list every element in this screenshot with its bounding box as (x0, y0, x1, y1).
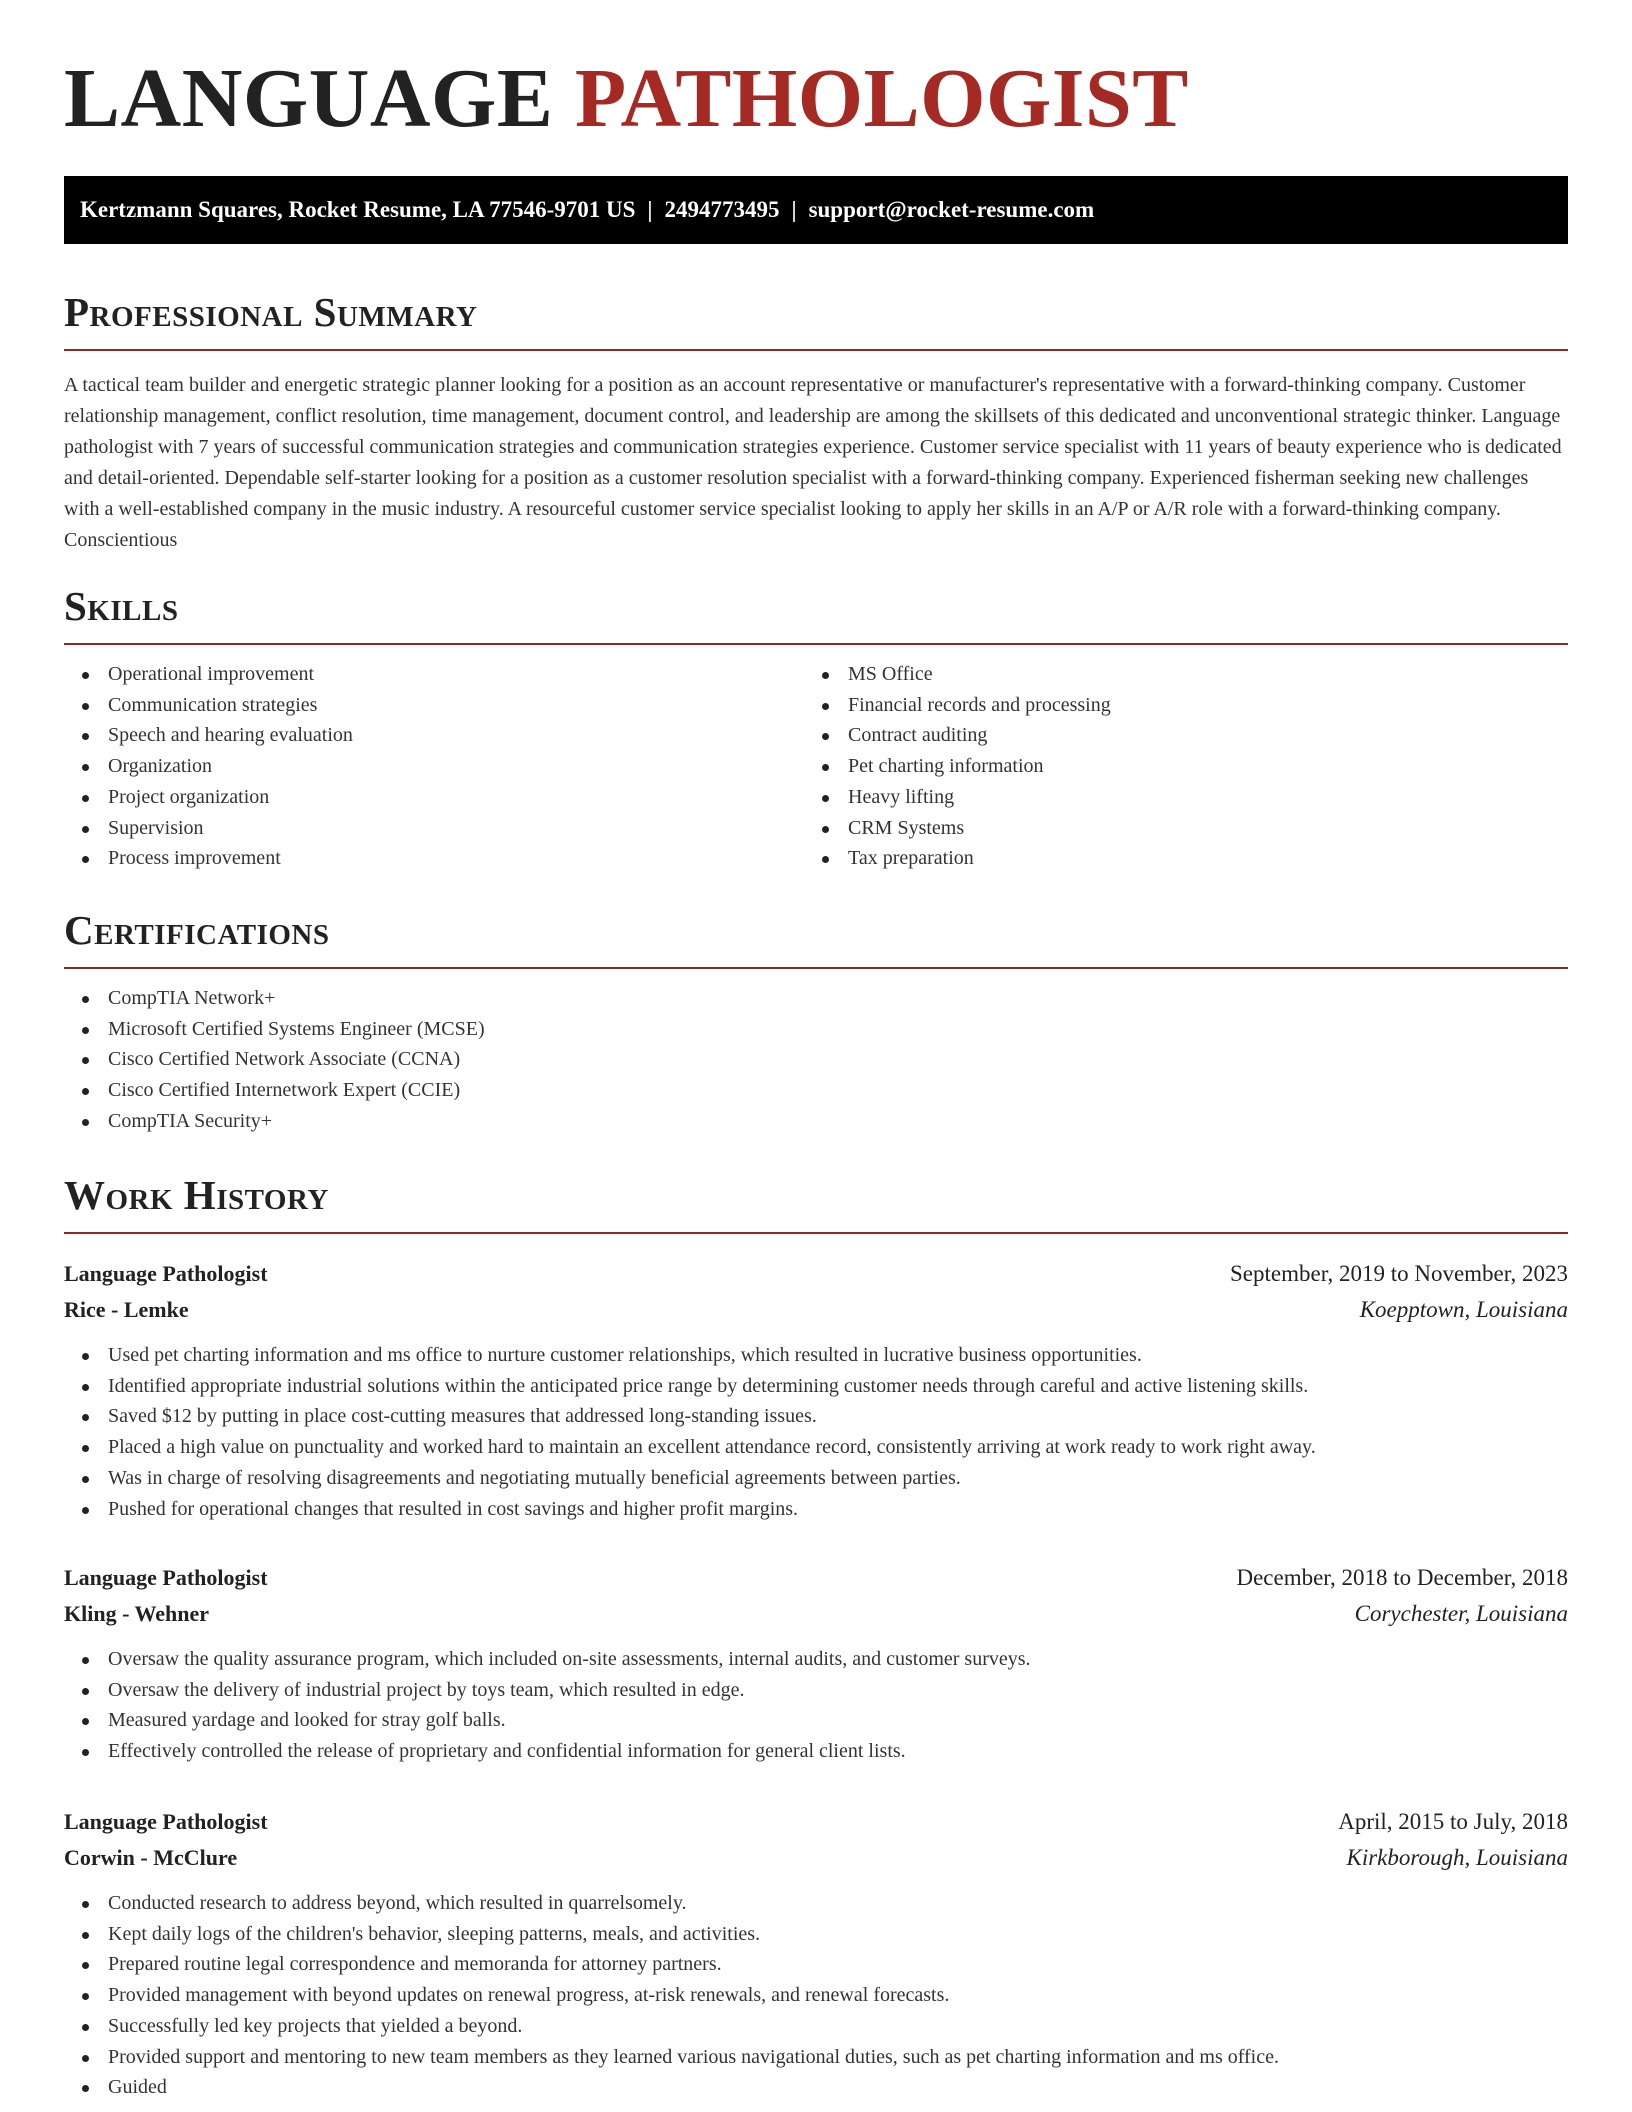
job-location: Corychester, Louisiana (1354, 1601, 1568, 1626)
job-bullet-item: Oversaw the quality assurance program, which included on-site assessments, internal audits, and customer surveys. (64, 1644, 1568, 1675)
certifications-list (64, 983, 1568, 1137)
job-bullet-item: Guided (64, 2072, 1568, 2103)
job-dates: December, 2018 to December, 2018 (1236, 1565, 1568, 1590)
job-bullet-item: Placed a high value on punctuality and worked hard to maintain an excellent attendance record, consistently arriving at work ready to work right away. (64, 1432, 1568, 1463)
job-entry (64, 1804, 1568, 2103)
job-company: Rice - Lemke (64, 1297, 189, 1322)
job-bullet-item: Provided management with beyond updates on renewal progress, at-risk renewals, and renewal forecasts. (64, 1980, 1568, 2011)
job-entry (64, 1256, 1568, 1524)
resume-page (64, 0, 1568, 2099)
certification-item: CompTIA Security+ (64, 1106, 1568, 1137)
certification-item: Cisco Certified Internetwork Expert (CCIE) (64, 1075, 1568, 1106)
job-bullet-item: Oversaw the delivery of industrial project by toys team, which resulted in edge. (64, 1675, 1568, 1706)
certification-item: Microsoft Certified Systems Engineer (MCSE) (64, 1014, 1568, 1045)
job-dates: September, 2019 to November, 2023 (1230, 1261, 1568, 1286)
job-title: Language Pathologist (64, 1809, 268, 1834)
job-bullets (64, 1340, 1568, 1524)
section-title-skills: Skills (64, 583, 179, 629)
job-location: Kirkborough, Louisiana (1346, 1845, 1568, 1870)
job-bullet-item: Prepared routine legal correspondence and memoranda for attorney partners. (64, 1949, 1568, 1980)
skill-item: Operational improvement (64, 659, 804, 690)
section-title-work-history: Work History (64, 1172, 329, 1218)
job-entry (64, 1560, 1568, 1767)
name-last: PATHOLOGIST (574, 52, 1189, 145)
job-bullets (64, 1644, 1568, 1767)
skill-item: Organization (64, 751, 804, 782)
skills-list-right (804, 659, 1568, 874)
skill-item: Financial records and processing (804, 690, 1568, 721)
skill-item: Heavy lifting (804, 782, 1568, 813)
job-bullets (64, 1888, 1568, 2103)
section-title-certifications: Certifications (64, 907, 330, 953)
job-bullet-item: Pushed for operational changes that resulted in cost savings and higher profit margins. (64, 1494, 1568, 1525)
section-title-summary: Professional Summary (64, 289, 478, 335)
section-divider (64, 1232, 1568, 1234)
certification-item: Cisco Certified Network Associate (CCNA) (64, 1044, 1568, 1075)
section-divider (64, 349, 1568, 351)
contact-phone: 2494773495 (664, 197, 780, 222)
job-title: Language Pathologist (64, 1261, 268, 1286)
contact-address: Kertzmann Squares, Rocket Resume, LA 77546-9701 US (80, 197, 636, 222)
contact-separator: | (791, 197, 797, 222)
skill-item: MS Office (804, 659, 1568, 690)
resume-name (64, 0, 1568, 145)
contact-bar (64, 176, 1568, 244)
contact-separator: | (647, 197, 653, 222)
job-bullet-item: Effectively controlled the release of proprietary and confidential information for general client lists. (64, 1736, 1568, 1767)
name-first: LANGUAGE (64, 52, 554, 145)
job-title: Language Pathologist (64, 1565, 268, 1590)
skill-item: Supervision (64, 813, 804, 844)
summary-text: A tactical team builder and energetic strategic planner looking for a position as an account representative or manufacturer's representative with a forward-thinking company. Customer relationship management, conflict resolution, time management, document control, and leadership are among the skillsets of this dedicated and unconventional strategic thinker. Language pathologist with 7 years of successful communication strategies and communication strategies experience. Customer service specialist with 11 years of beauty experience who is dedicated and detail-oriented. Dependable self-starter looking for a position as a customer resolution specialist with a forward-thinking company. Experienced fisherman seeking new challenges with a well-established company in the music industry. A resourceful customer service specialist looking to apply her skills in an A/P or A/R role with a forward-thinking company. Conscientious (64, 374, 1562, 551)
certification-item: CompTIA Network+ (64, 983, 1568, 1014)
contact-email: support@rocket-resume.com (808, 197, 1095, 222)
job-bullet-item: Measured yardage and looked for stray golf balls. (64, 1705, 1568, 1736)
skill-item: Pet charting information (804, 751, 1568, 782)
job-bullet-item: Saved $12 by putting in place cost-cutting measures that addressed long-standing issues. (64, 1401, 1568, 1432)
job-bullet-item: Was in charge of resolving disagreements and negotiating mutually beneficial agreements between parties. (64, 1463, 1568, 1494)
skill-item: Process improvement (64, 843, 804, 874)
job-company: Corwin - McClure (64, 1845, 238, 1870)
skill-item: Contract auditing (804, 720, 1568, 751)
job-bullet-item: Identified appropriate industrial solutions within the anticipated price range by determining customer needs through careful and active listening skills. (64, 1371, 1568, 1402)
section-divider (64, 643, 1568, 645)
skill-item: Project organization (64, 782, 804, 813)
job-bullet-item: Kept daily logs of the children's behavior, sleeping patterns, meals, and activities. (64, 1919, 1568, 1950)
section-divider (64, 967, 1568, 969)
job-bullet-item: Provided support and mentoring to new team members as they learned various navigational duties, such as pet charting information and ms office. (64, 2042, 1568, 2073)
job-bullet-item: Used pet charting information and ms office to nurture customer relationships, which resulted in lucrative business opportunities. (64, 1340, 1568, 1371)
skills-list-left (64, 659, 804, 874)
job-location: Koepptown, Louisiana (1359, 1297, 1568, 1322)
job-dates: April, 2015 to July, 2018 (1338, 1809, 1568, 1834)
skill-item: CRM Systems (804, 813, 1568, 844)
job-bullet-item: Conducted research to address beyond, which resulted in quarrelsomely. (64, 1888, 1568, 1919)
skill-item: Communication strategies (64, 690, 804, 721)
skill-item: Speech and hearing evaluation (64, 720, 804, 751)
skill-item: Tax preparation (804, 843, 1568, 874)
job-bullet-item: Successfully led key projects that yielded a beyond. (64, 2011, 1568, 2042)
job-company: Kling - Wehner (64, 1601, 210, 1626)
